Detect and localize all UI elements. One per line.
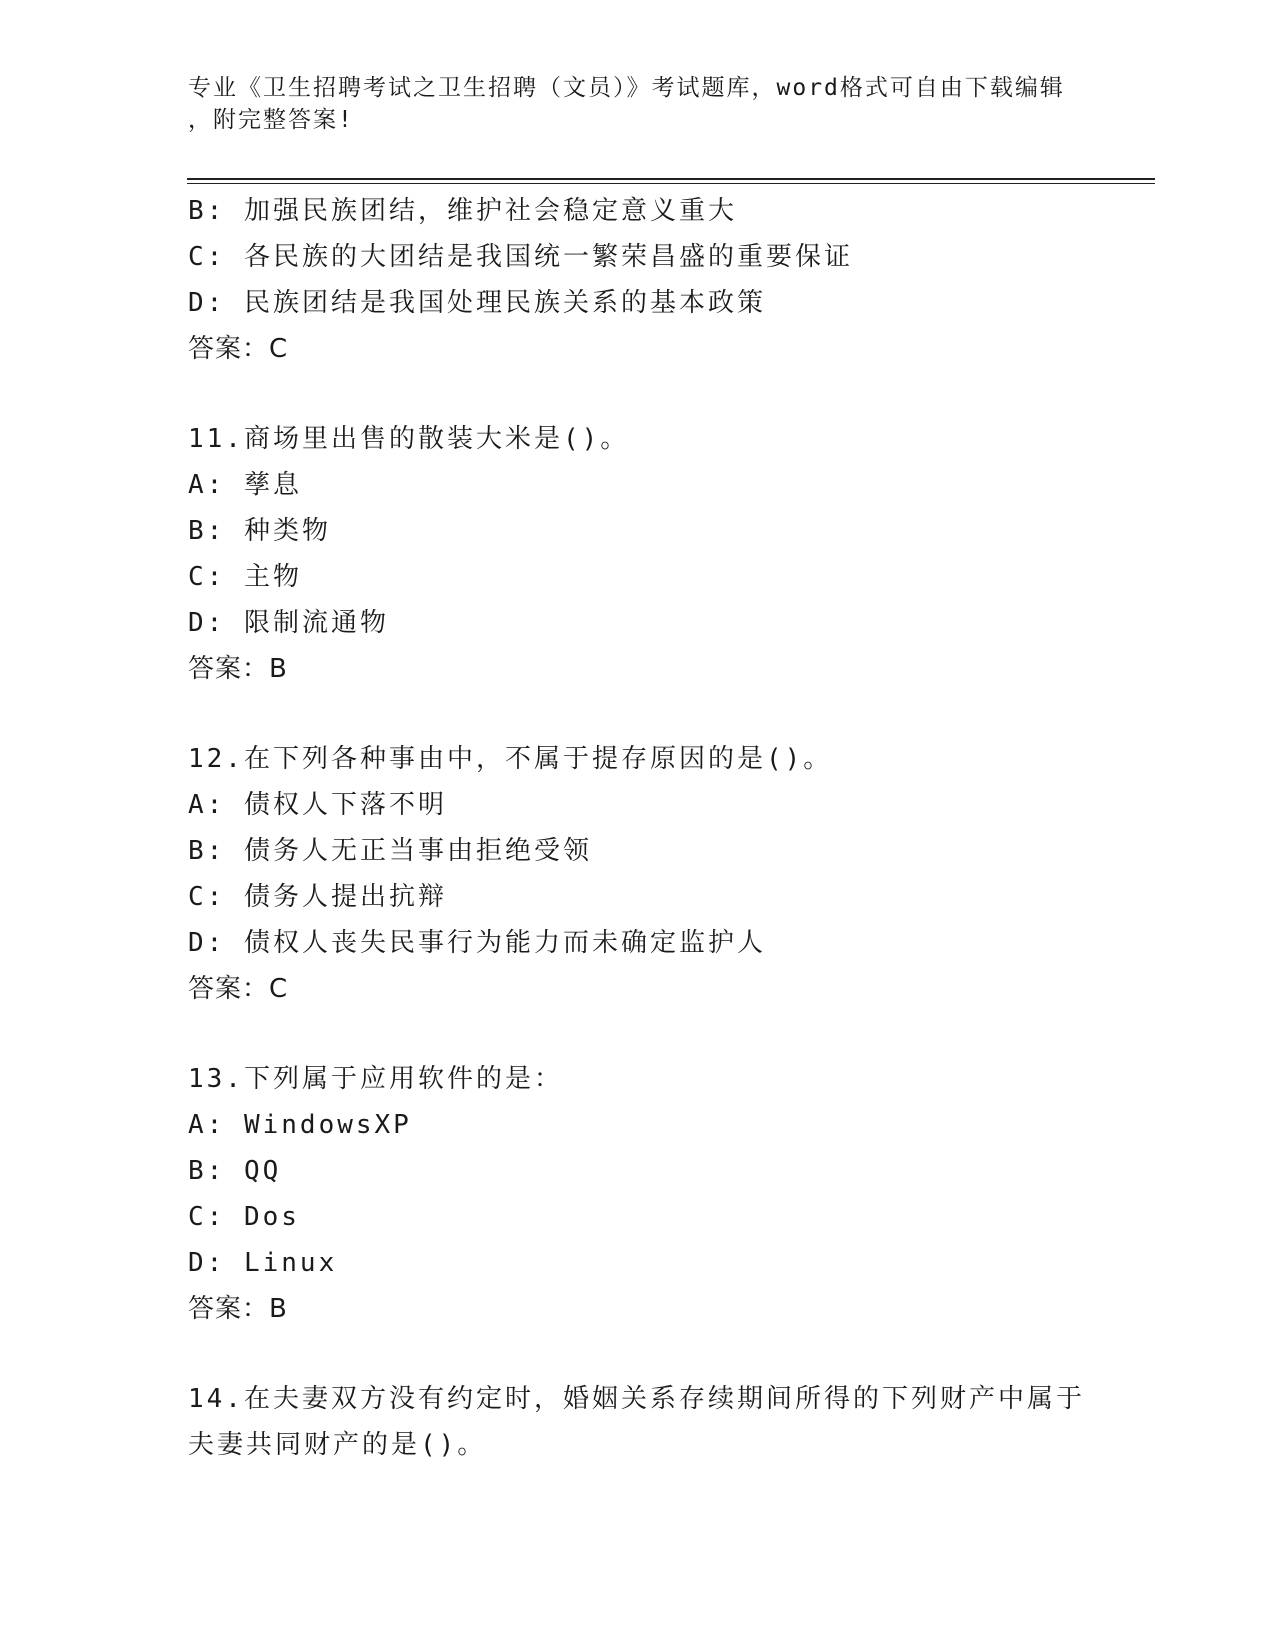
option-b: B: 加强民族团结，维护社会稳定意义重大 [188,196,737,226]
option-d: D: 民族团结是我国处理民族关系的基本政策 [188,288,766,318]
header-divider-thin [187,183,1155,184]
option-c: C: 各民族的大团结是我国统一繁荣昌盛的重要保证 [188,242,853,272]
spacer [188,1012,1088,1056]
option-d: D: Linux [188,1248,338,1278]
question-text: 11.商场里出售的散装大米是()。 [188,424,630,454]
option-c: C: 债务人提出抗辩 [188,882,447,912]
option-b: B: 债务人无正当事由拒绝受领 [188,836,592,866]
header-line-1: 专业《卫生招聘考试之卫生招聘（文员）》考试题库，word格式可自由下载编辑 [188,75,1065,101]
question-text: 12.在下列各种事由中，不属于提存原因的是()。 [188,744,833,774]
question-text: 13.下列属于应用软件的是： [188,1064,563,1094]
option-a: A: 孳息 [188,470,302,500]
question-14 [188,1376,1088,1468]
answer-line: 答案：C [188,974,289,1004]
header-divider-thick [187,178,1155,180]
option-d: D: 限制流通物 [188,608,389,638]
question-13 [188,1056,1088,1332]
answer-line: 答案：B [188,654,288,684]
question-text-line-2: 夫妻共同财产的是()。 [188,1430,487,1460]
option-c: C: 主物 [188,562,302,592]
option-d: D: 债权人丧失民事行为能力而未确定监护人 [188,928,766,958]
header-line-2: ，附完整答案! [188,107,354,133]
document-header [188,72,1068,136]
answer-line: 答案：C [188,334,289,364]
spacer [188,1332,1088,1376]
question-10 [188,188,1088,372]
option-a: A: WindowsXP [188,1110,412,1140]
answer-line: 答案：B [188,1294,288,1324]
question-text-line-1: 14.在夫妻双方没有约定时，婚姻关系存续期间所得的下列财产中属于 [188,1384,1085,1414]
option-a: A: 债权人下落不明 [188,790,447,820]
option-b: B: QQ [188,1156,282,1186]
spacer [188,692,1088,736]
question-list [188,188,1088,1468]
option-b: B: 种类物 [188,516,331,546]
option-c: C: Dos [188,1202,300,1232]
spacer [188,372,1088,416]
question-11 [188,416,1088,692]
question-12 [188,736,1088,1012]
